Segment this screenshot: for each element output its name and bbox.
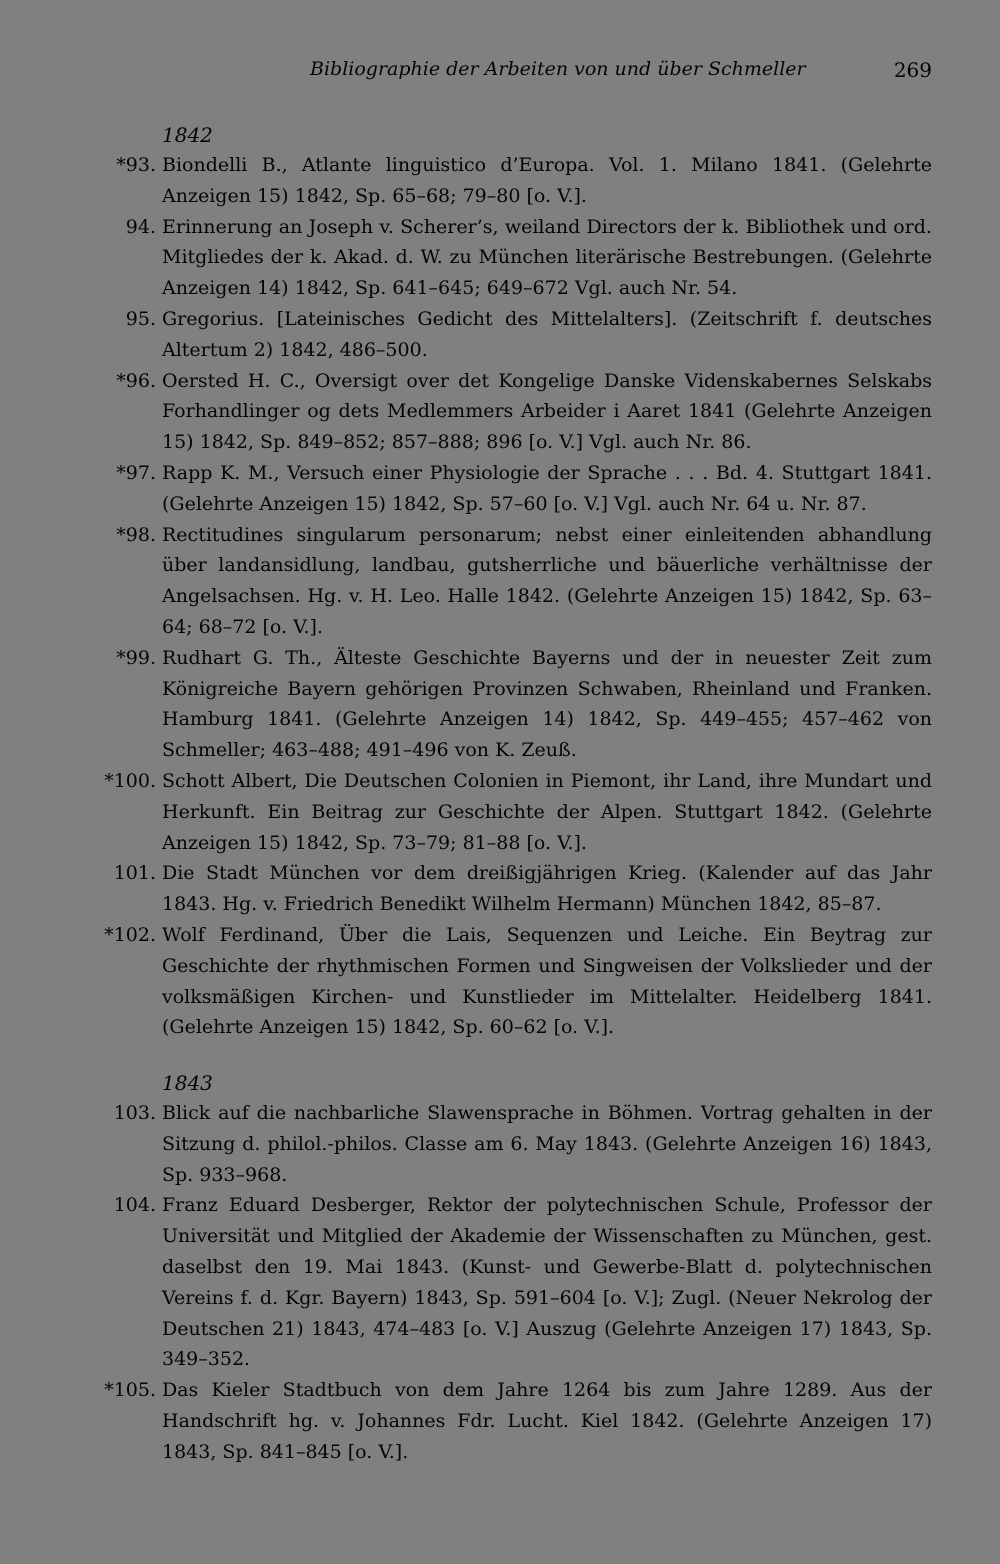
entry-text: Oersted H. C., Oversigt over det Kongelige Danske Videnskabernes Selskabs Forhandlinger og dets Medlemmers Arbeider i Aaret 1841 (Gelehrte Anzeigen 15) 1842, Sp. 849–852; 857–888; 896 [o. V.] Vgl. auch Nr. 86. bbox=[162, 369, 932, 454]
section-1842 bbox=[0, 120, 1000, 1043]
entry-number: *93. bbox=[116, 154, 156, 176]
section-year: 1843 bbox=[162, 1071, 213, 1095]
entry-number: 94. bbox=[125, 215, 156, 238]
entry-number: *100. bbox=[104, 769, 156, 792]
entry-text: Blick auf die nachbarliche Slawensprache in Böhmen. Vortrag gehalten in der Sitzung d. philol.-philos. Classe am 6. May 1843. (Gelehrte Anzeigen 16) 1843, Sp. 933–968. bbox=[162, 1102, 932, 1186]
bibliography-entry bbox=[113, 858, 932, 920]
entry-number: 95. bbox=[125, 307, 156, 330]
entry-number: *98. bbox=[116, 523, 156, 546]
bibliography-entry bbox=[104, 1375, 932, 1467]
entry-number: *97. bbox=[116, 461, 156, 484]
bibliography-entry bbox=[125, 304, 932, 366]
bibliography-entry bbox=[116, 520, 932, 643]
bibliography-entry bbox=[104, 920, 932, 1043]
bibliography-entry bbox=[116, 150, 932, 212]
entry-text: Das Kieler Stadtbuch von dem Jahre 1264 bis zum Jahre 1289. Aus der Handschrift hg. v. Johannes Fdr. Lucht. Kiel 1842. (Gelehrte Anzeigen 17) 1843, Sp. 841–845 [o. V.]. bbox=[162, 1379, 932, 1463]
entry-text: Wolf Ferdinand, Über die Lais, Sequenzen und Leiche. Ein Beytrag zur Geschichte der rhythmischen Formen und Singweisen der Volkslieder und der volksmäßigen Kirchen- und Kunstlieder im Mittelalter. Heidelberg 1841. (Gelehrte Anzeigen 15) 1842, Sp. 60–62 [o. V.]. bbox=[162, 923, 932, 1039]
entry-number: *96. bbox=[116, 369, 156, 392]
entry-text: Franz Eduard Desberger, Rektor der polytechnischen Schule, Professor der Universität und Mitglied der Akademie der Wissenschaften zu München, gest. daselbst den 19. Mai 1843. (Kunst- und Gewerbe-Blatt d. polytechnischen Vereins f. d. Kgr. Bayern) 1843, Sp. 591–604 [o. V.]; Zugl. (Neuer Nekrolog der Deutschen 21) 1843, 474–483 [o. V.] Auszug (Gelehrte Anzeigen 17) 1843, Sp. 349–352. bbox=[162, 1194, 932, 1371]
page-number: 269 bbox=[893, 58, 932, 82]
page-header bbox=[160, 58, 932, 88]
section-year: 1842 bbox=[162, 123, 213, 147]
entry-text: Gregorius. [Lateinisches Gedicht des Mittelalters]. (Zeitschrift f. deutsches Altertum 2) 1842, 486–500. bbox=[162, 307, 932, 361]
entry-text: Schott Albert, Die Deutschen Colonien in Piemont, ihr Land, ihre Mundart und Herkunft. Ein Beitrag zur Geschichte der Alpen. Stuttgart 1842. (Gelehrte Anzeigen 15) 1842, Sp. 73–79; 81–88 [o. V.]. bbox=[162, 769, 932, 854]
entry-number: *102. bbox=[104, 923, 156, 946]
bibliography-entry bbox=[125, 212, 932, 304]
entry-text: Rapp K. M., Versuch einer Physiologie der Sprache . . . Bd. 4. Stuttgart 1841. (Gelehrte Anzeigen 15) 1842, Sp. 57–60 [o. V.] Vgl. auch Nr. 64 u. Nr. 87. bbox=[162, 461, 932, 515]
entry-number: 104. bbox=[113, 1194, 156, 1217]
section-1843 bbox=[0, 1068, 1000, 1468]
entry-text: Die Stadt München vor dem dreißigjährigen Krieg. (Kalender auf das Jahr 1843. Hg. v. Friedrich Benedikt Wilhelm Hermann) München 1842, 85–87. bbox=[162, 862, 932, 916]
bibliography-entry bbox=[104, 766, 932, 858]
running-title: Bibliographie der Arbeiten von und über Schmeller bbox=[310, 58, 806, 80]
entry-number: 101. bbox=[113, 862, 156, 885]
bibliography-entry bbox=[116, 643, 932, 766]
entry-text: Biondelli B., Atlante linguistico d’Europa. Vol. 1. Milano 1841. (Gelehrte Anzeigen 15) 1842, Sp. 65–68; 79–80 [o. V.]. bbox=[162, 154, 932, 207]
entry-number: 103. bbox=[113, 1102, 156, 1124]
entry-text: Erinnerung an Joseph v. Scherer’s, weiland Directors der k. Bibliothek und ord. Mitgliedes der k. Akad. d. W. zu München literärische Bestrebungen. (Gelehrte Anzeigen 14) 1842, Sp. 641–645; 649–672 Vgl. auch Nr. 54. bbox=[162, 215, 932, 300]
bibliography-entry bbox=[113, 1098, 932, 1190]
bibliography-entry bbox=[113, 1190, 932, 1375]
entry-number: *99. bbox=[116, 646, 156, 669]
entry-text: Rectitudines singularum personarum; nebst einer einleitenden abhandlung über landansidlung, landbau, gutsherrliche und bäuerliche verhältnisse der Angelsachsen. Hg. v. H. Leo. Halle 1842. (Gelehrte Anzeigen 15) 1842, Sp. 63–64; 68–72 [o. V.]. bbox=[162, 523, 932, 638]
entry-number: *105. bbox=[104, 1379, 156, 1402]
bibliography-entry bbox=[116, 458, 932, 520]
bibliography-entry bbox=[116, 366, 932, 458]
entry-text: Rudhart G. Th., Älteste Geschichte Bayerns und der in neuester Zeit zum Königreiche Bayern gehörigen Provinzen Schwaben, Rheinland und Franken. Hamburg 1841. (Gelehrte Anzeigen 14) 1842, Sp. 449–455; 457–462 von Schmeller; 463–488; 491–496 von K. Zeuß. bbox=[162, 646, 932, 762]
